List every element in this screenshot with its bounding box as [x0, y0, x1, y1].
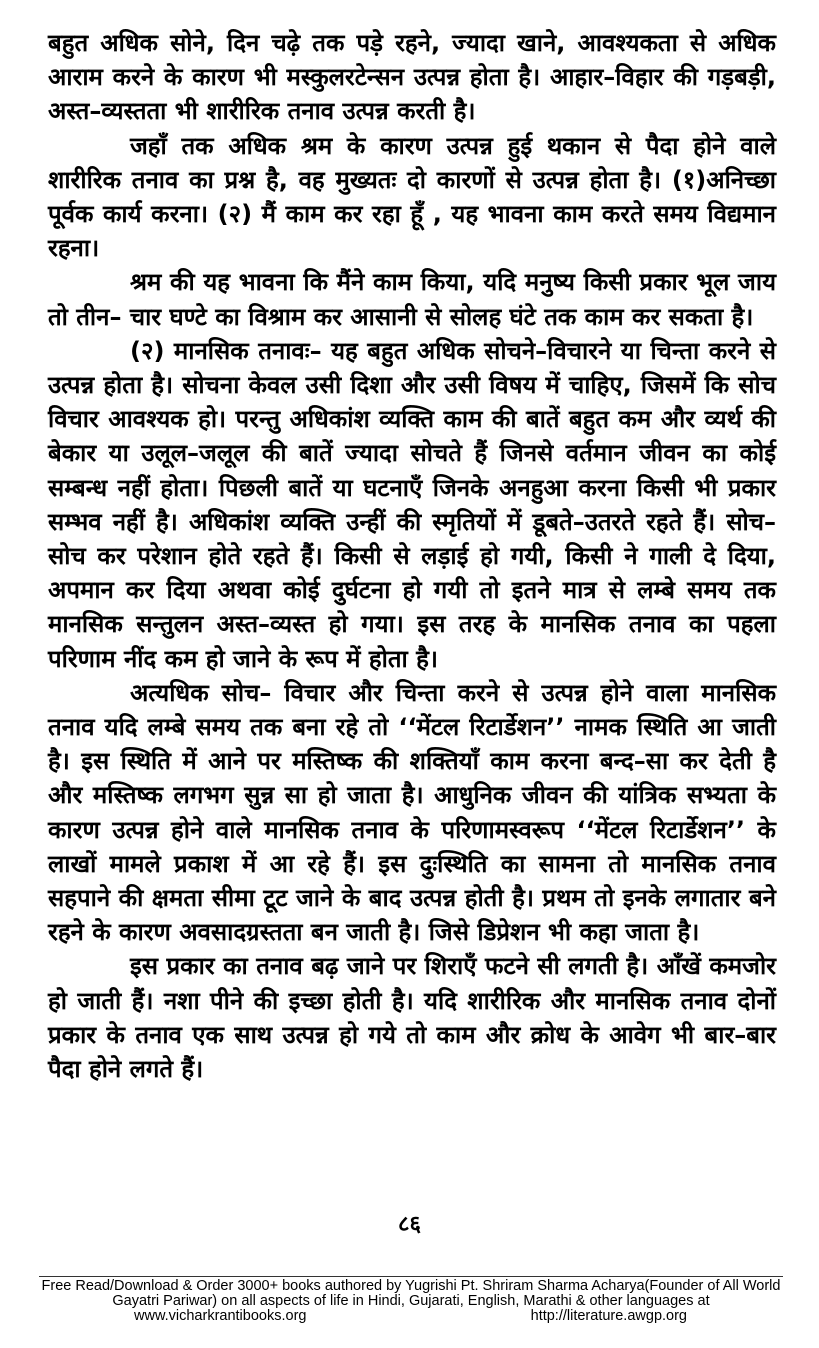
footer [39, 1279, 783, 1324]
footer-link-awgp[interactable]: http://literature.awgp.org [530, 1308, 687, 1324]
footer-divider [39, 1276, 783, 1277]
paragraph-5: अत्यधिक सोच– विचार और चिन्ता करने से उत्पन्न होने वाला मानसिक तनाव यदि लम्बे समय तक बना रहे तो ‘‘मेंटल रिटार्डेशन’’ नामक स्थिति आ जाती है। इस स्थिति में आने पर मस्तिष्क की शक्तियाँ काम करना बन्द–सा कर देती है और मस्तिष्क लगभग सुन्न सा हो जाता है। आधुनिक जीवन की यांत्रिक सभ्यता के कारण उत्पन्न होने वाले मानसिक तनाव के परिणामस्वरूप ‘‘मेंटल रिटार्डेशन’’ के लाखों मामले प्रकाश में आ रहे हैं। इस दुःस्थिति का सामना तो मानसिक तनाव सहपाने की क्षमता सीमा टूट जाने के बाद उत्पन्न होती है। प्रथम तो इनके लगातार बने रहने के कारण अवसादग्रस्तता बन जाती है। जिसे डिप्रेशन भी कहा जाता है। [48, 678, 776, 947]
paragraph-3: श्रम की यह भावना कि मैंने काम किया, यदि मनुष्य किसी प्रकार भूल जाय तो तीन– चार घण्टे का विश्राम कर आसानी से सोलह घंटे तक काम कर सकता है। [48, 268, 776, 331]
paragraph-1: बहुत अधिक सोने, दिन चढ़े तक पड़े रहने, ज्यादा खाने, आवश्यकता से अधिक आराम करने के कारण भी मस्कुलरटेन्सन उत्पन्न होता है। आहार–विहार की गड़बड़ी, अस्त–व्यस्तता भी शारीरिक तनाव उत्पन्न करती है। [48, 29, 776, 126]
page-number: ८६ [398, 1212, 421, 1237]
footer-links [39, 1309, 783, 1324]
paragraph-6: इस प्रकार का तनाव बढ़ जाने पर शिराएँ फटने सी लगती है। आँखें कमजोर हो जाती हैं। नशा पीने की इच्छा होती है। यदि शारीरिक और मानसिक तनाव दोनों प्रकार के तनाव एक साथ उत्पन्न हो गये तो काम और क्रोध के आवेग भी बार–बार पैदा होने लगते हैं। [48, 952, 776, 1084]
paragraph-2: जहाँ तक अधिक श्रम के कारण उत्पन्न हुई थकान से पैदा होने वाले शारीरिक तनाव का प्रश्न है, वह मुख्यतः दो कारणों से उत्पन्न होता है। (१)अनिच्छा पूर्वक कार्य करना। (२) मैं काम कर रहा हूँ , यह भावना काम करते समय विद्यमान रहना। [48, 131, 776, 263]
footer-text: Free Read/Download & Order 3000+ books authored by Yugrishi Pt. Shriram Sharma Acharya(Founder of All World Gayatri Pariwar) on all aspects of life in Hindi, Gujarati, English, Marathi & other languages at [41, 1278, 781, 1309]
paragraph-4: (२) मानसिक तनावः– यह बहुत अधिक सोचने–विचारने या चिन्ता करने से उत्पन्न होता है। सोचना केवल उसी दिशा और उसी विषय में चाहिए, जिसमें कि सोच विचार आवश्यक हो। परन्तु अधिकांश व्यक्ति काम की बातें बहुत कम और व्यर्थ की बेकार या उलूल–जलूल की बातें ज्यादा सोचते हैं जिनसे वर्तमान जीवन का कोई सम्बन्ध नहीं होता। पिछली बातें या घटनाएँ जिनके अनहुआ करना किसी भी प्रकार सम्भव नहीं है। अधिकांश व्यक्ति उन्हीं की स्मृतियों में डूबते–उतरते रहते हैं। सोच–सोच कर परेशान होते रहते हैं। किसी से लड़ाई हो गयी, किसी ने गाली दे दिया, अपमान कर दिया अथवा कोई दुर्घटना हो गयी तो इतने मात्र से लम्बे समय तक मानसिक सन्तुलन अस्त–व्यस्त हो गया। इस तरह के मानसिक तनाव का पहला परिणाम नींद कम हो जाने के रूप में होता है। [48, 336, 776, 673]
document-body [48, 26, 776, 1086]
footer-link-vicharkranti[interactable]: www.vicharkrantibooks.org [134, 1308, 307, 1324]
